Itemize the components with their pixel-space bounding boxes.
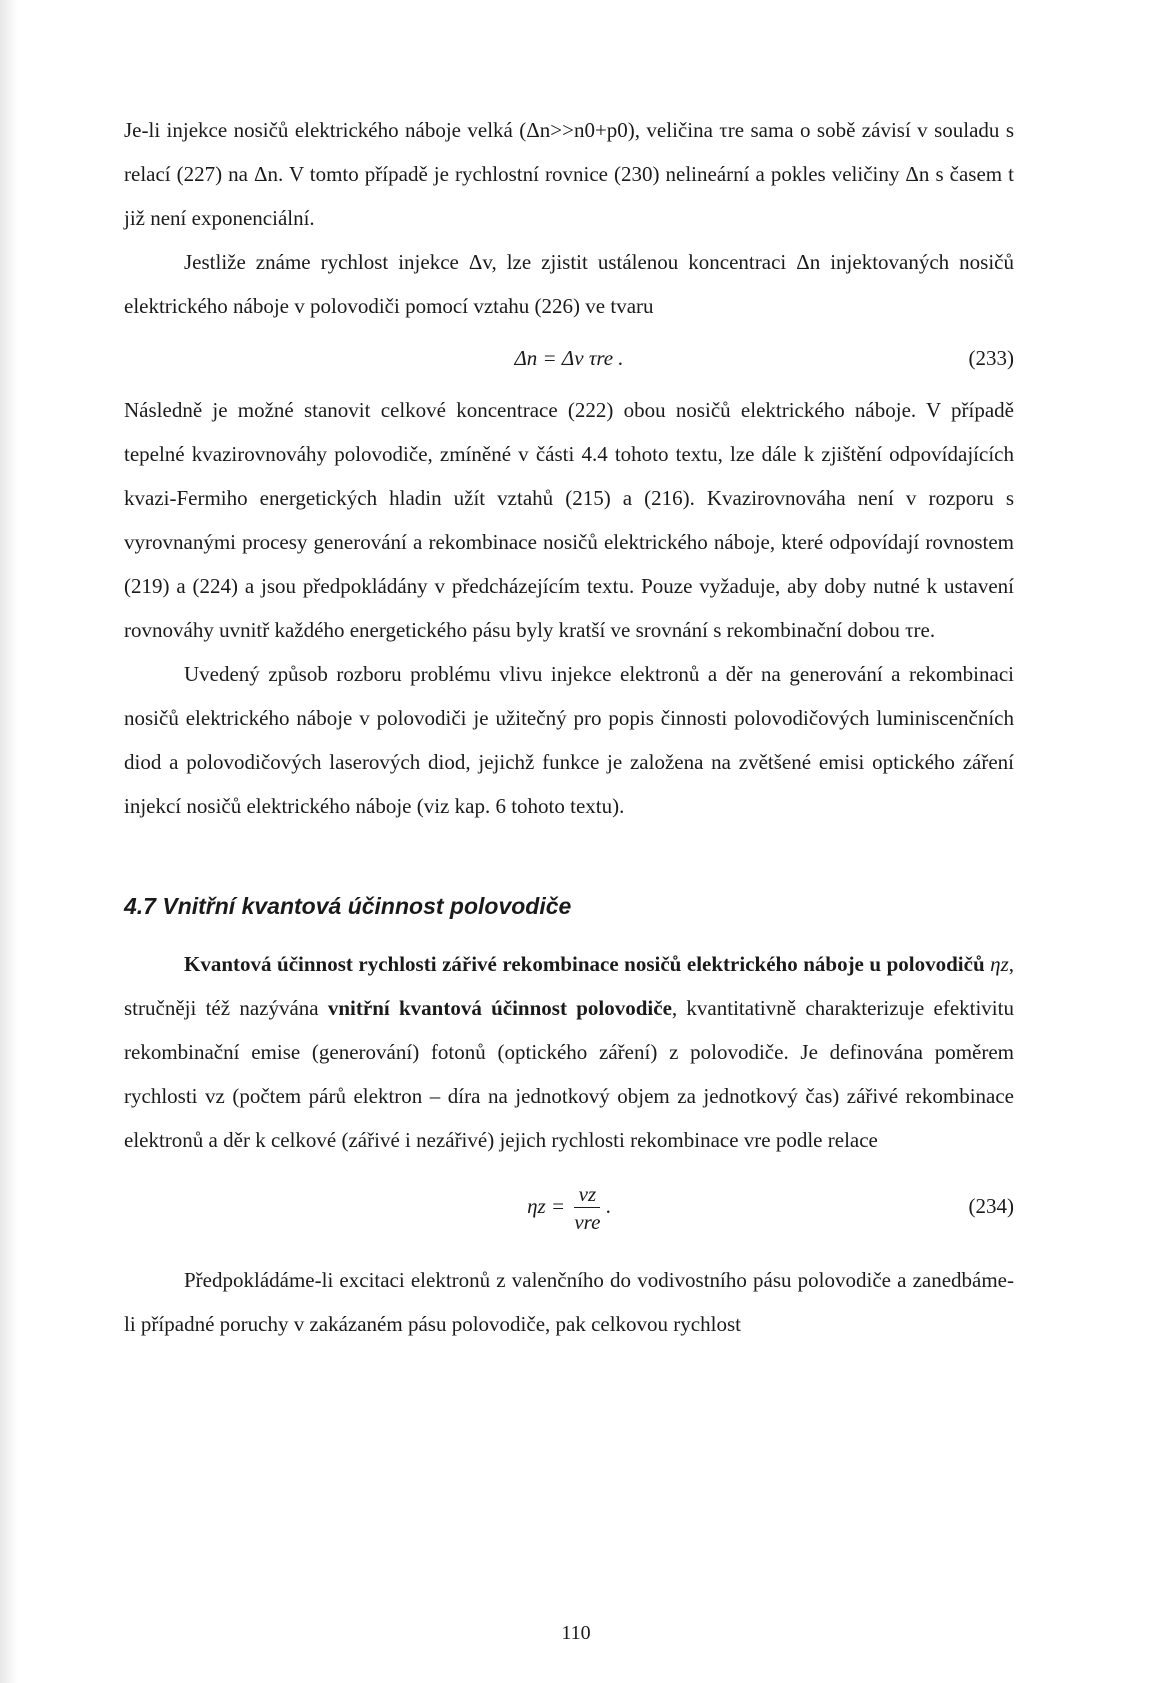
symbol-eta-z: ηz	[990, 952, 1009, 976]
term-internal-quantum-efficiency: vnitřní kvantová účinnost polovodiče	[327, 996, 672, 1020]
term-quantum-efficiency: Kvantová účinnost rychlosti zářivé rekombinace nosičů elektrického náboje u polovodičů	[184, 952, 985, 976]
equation-233-number: (233)	[968, 346, 1014, 370]
equation-234-number: (234)	[968, 1194, 1014, 1218]
paragraph-injection-large: Je-li injekce nosičů elektrického náboje velká (Δn>>n0+p0), veličina τre sama o sobě závisí v souladu s relací (227) na Δn. V tomto případě je rychlostní rovnice (230) nelineární a pokles veličiny Δn s časem t již není exponenciální.	[124, 118, 1014, 230]
section-heading: 4.7 Vnitřní kvantová účinnost polovodiče	[124, 893, 572, 919]
equation-234-dot: .	[600, 1194, 611, 1218]
paragraph-rest-text: , kvantitativně charakterizuje efektivitu rekombinační emise (generování) fotonů (optického záření) z polovodiče. Je definována poměrem rychlosti vz (počtem párů elektron – díra na jednotkový objem za jednotkový čas) zářivé rekombinace elektronů a děr k celkové (zářivé i nezářivé) jejich rychlosti rekombinace vre podle relace	[124, 996, 1014, 1152]
paragraph-quasi-equilibrium: Následně je možné stanovit celkové koncentrace (222) obou nosičů elektrického náboje. V případě tepelné kvazirovnováhy polovodiče, zmíněné v části 4.4 tohoto textu, lze dále k zjištění odpovídajících kvazi-Fermiho energetických hladin užít vztahů (215) a (216). Kvazirovnováha není v rozporu s vyrovnanými procesy generování a rekombinace nosičů elektrického náboje, které odpovídají rovnostem (219) a (224) a jsou předpokládány v předcházejícím textu. Pouze vyžaduje, aby doby nutné k ustavení rovnováhy uvnitř každého energetického pásu byly kratší ve srovnání s rekombinační dobou τre.	[124, 398, 1014, 642]
page-edge-shadow	[0, 0, 18, 1683]
page-number: 110	[561, 1622, 591, 1644]
equation-234-numerator: vz	[574, 1181, 600, 1208]
paragraph-mid-text: , stručněji též nazývána	[124, 952, 1014, 1020]
paragraph-quantum-efficiency	[124, 942, 1014, 1162]
equation-234-fraction	[574, 1181, 600, 1236]
page-content	[124, 108, 1014, 1346]
equation-233-formula: Δn = Δv τre .	[514, 346, 624, 370]
equation-234-lhs: ηz =	[527, 1194, 571, 1218]
paragraph-diodes: Uvedený způsob rozboru problému vlivu injekce elektronů a děr na generování a rekombinaci nosičů elektrického náboje v polovodiči je užitečný pro popis činnosti polovodičových luminiscenčních diod a polovodičových laserových diod, jejichž funkce je založena na zvětšené emisi optického záření injekcí nosičů elektrického náboje (viz kap. 6 tohoto textu).	[124, 662, 1014, 818]
paragraph-injection-rate: Jestliže známe rychlost injekce Δv, lze zjistit ustálenou koncentraci Δn injektovaných nosičů elektrického náboje v polovodiči pomocí vztahu (226) ve tvaru	[124, 250, 1014, 318]
equation-233	[124, 336, 1014, 380]
equation-234	[124, 1168, 1014, 1244]
paragraph-excitation: Předpokládáme-li excitaci elektronů z valenčního do vodivostního pásu polovodiče a zanedbáme-li případné poruchy v zakázaném pásu polovodiče, pak celkovou rychlost	[124, 1268, 1014, 1336]
equation-234-denominator: vre	[574, 1209, 601, 1234]
equation-234-formula	[124, 1168, 1014, 1244]
